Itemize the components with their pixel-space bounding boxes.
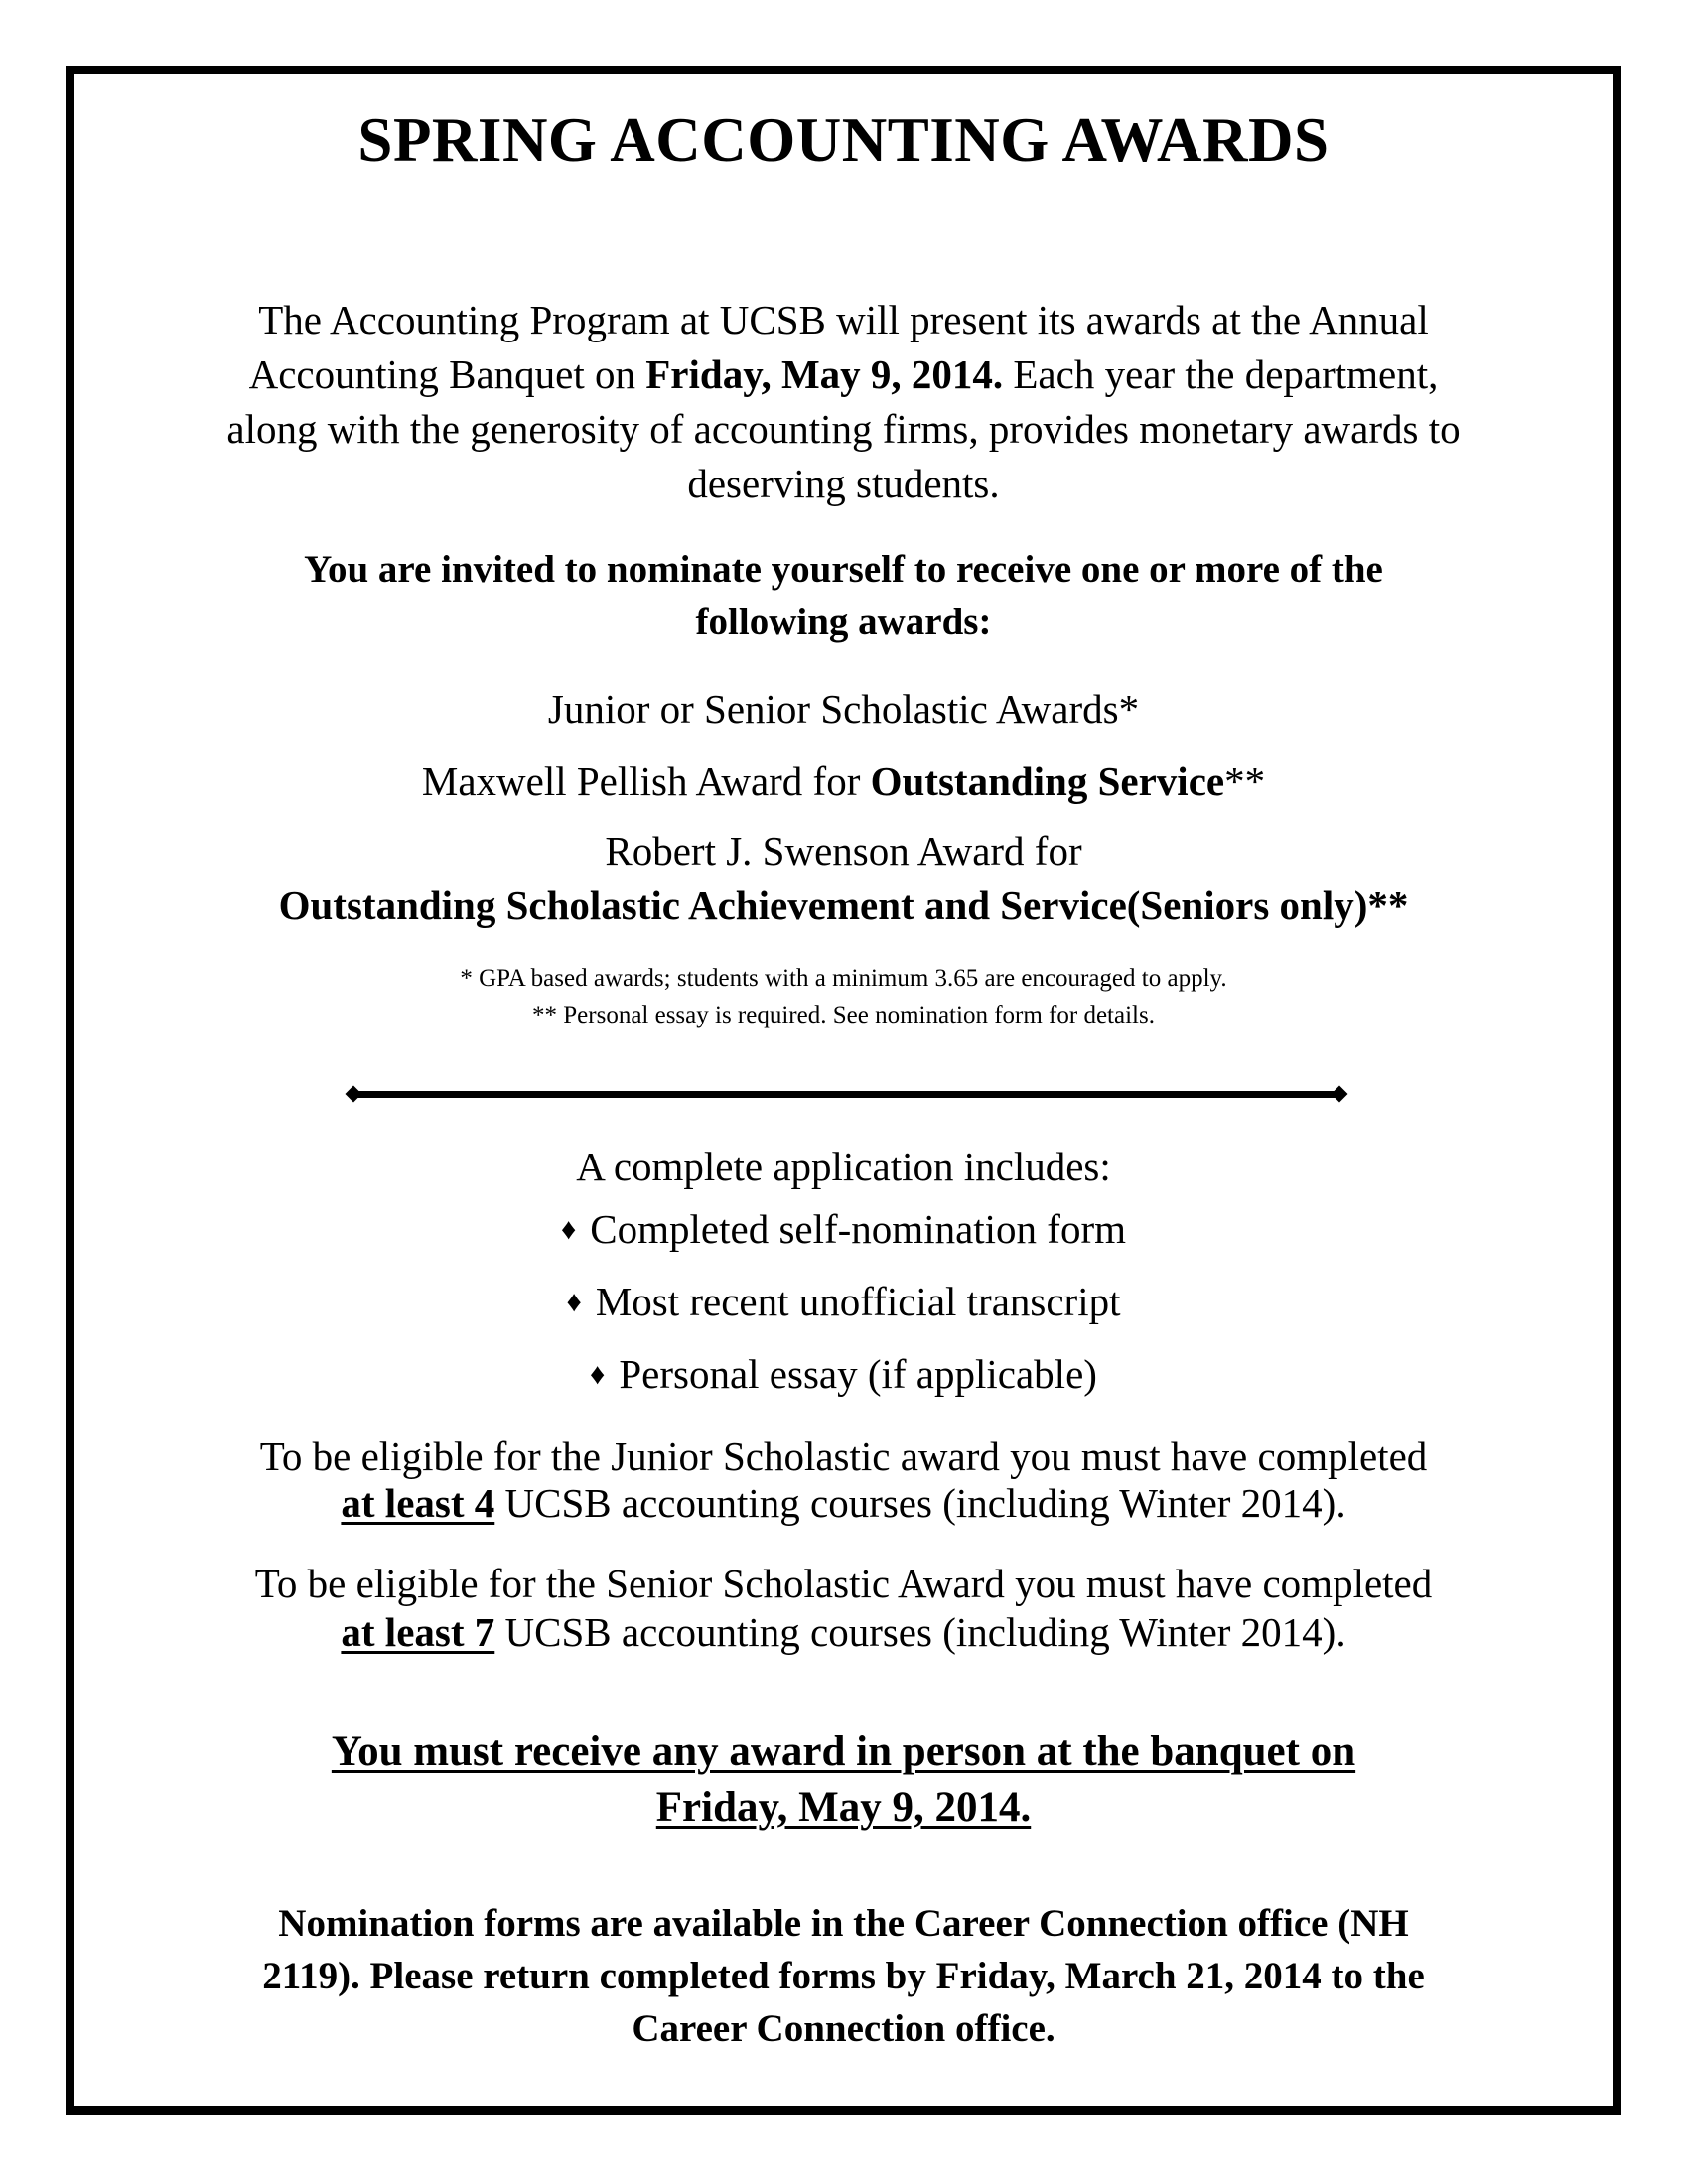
junior-course-requirement: at least 4	[341, 1480, 495, 1526]
invitation-line-1: You are invited to nominate yourself to receive one or more of the	[304, 548, 1383, 591]
award-marker: **	[1224, 758, 1266, 804]
award-emphasis: Outstanding Scholastic Achievement and Service(Seniors only)**	[278, 883, 1409, 928]
intro-line-2-pre: Accounting Banquet on	[248, 351, 646, 397]
application-item	[66, 1279, 1621, 1324]
diamond-bullet-icon: ♦	[560, 1213, 577, 1246]
diamond-bullet-icon: ♦	[566, 1286, 582, 1318]
nomination-info-line-2: 2119). Please return completed forms by Friday, March 21, 2014 to the	[262, 1955, 1425, 1997]
in-person-notice-line-1	[66, 1730, 1621, 1773]
intro-line-2-post: Each year the department,	[1003, 351, 1439, 397]
application-item-label: Personal essay (if applicable)	[619, 1351, 1097, 1397]
nomination-info-line-1: Nomination forms are available in the Career Connection office (NH	[278, 1902, 1409, 1945]
intro-line-3: along with the generosity of accounting firms, provides monetary awards to	[226, 406, 1461, 452]
eligibility-senior-line-2	[66, 1609, 1621, 1655]
award-item	[66, 883, 1621, 928]
award-item	[66, 686, 1621, 732]
in-person-notice-date: Friday, May 9, 2014.	[655, 1784, 1032, 1831]
application-heading: A complete application includes:	[576, 1144, 1111, 1189]
nomination-info-line-3: Career Connection office.	[632, 2007, 1055, 2050]
senior-course-requirement: at least 7	[341, 1609, 495, 1655]
invitation-line-2: following awards:	[695, 601, 992, 643]
section-divider	[350, 1091, 1342, 1098]
award-item	[66, 758, 1621, 804]
application-item-label: Completed self-nomination form	[590, 1206, 1127, 1252]
page-title: SPRING ACCOUNTING AWARDS	[357, 105, 1330, 175]
in-person-notice-text: You must receive any award in person at the banquet on	[331, 1728, 1356, 1775]
banquet-date: Friday, May 9, 2014.	[645, 351, 1004, 397]
application-item-label: Most recent unofficial transcript	[595, 1279, 1121, 1324]
footnote-essay: ** Personal essay is required. See nomination form for details.	[532, 1002, 1155, 1028]
award-emphasis: Outstanding Service	[870, 758, 1225, 804]
eligibility-text: UCSB accounting courses (including Winter 2014).	[494, 1609, 1346, 1655]
eligibility-text: UCSB accounting courses (including Winter 2014).	[494, 1480, 1346, 1526]
diamond-bullet-icon: ♦	[590, 1358, 606, 1391]
intro-line-4: deserving students.	[687, 461, 1000, 506]
award-item	[66, 828, 1621, 874]
eligibility-junior-line-1: To be eligible for the Junior Scholastic award you must have completed	[259, 1433, 1428, 1479]
award-name: Junior or Senior Scholastic Awards*	[547, 686, 1140, 732]
in-person-notice-line-2	[66, 1786, 1621, 1829]
intro-line-2	[66, 351, 1621, 397]
award-name: Robert J. Swenson Award for	[605, 828, 1082, 874]
intro-line-1: The Accounting Program at UCSB will present its awards at the Annual	[258, 297, 1429, 342]
application-item	[66, 1206, 1621, 1252]
eligibility-senior-line-1: To be eligible for the Senior Scholastic Award you must have completed	[254, 1561, 1433, 1606]
eligibility-junior-line-2	[66, 1480, 1621, 1526]
footnote-gpa: * GPA based awards; students with a minimum 3.65 are encouraged to apply.	[460, 965, 1227, 992]
application-item	[66, 1351, 1621, 1397]
award-name: Maxwell Pellish Award for	[421, 758, 871, 804]
